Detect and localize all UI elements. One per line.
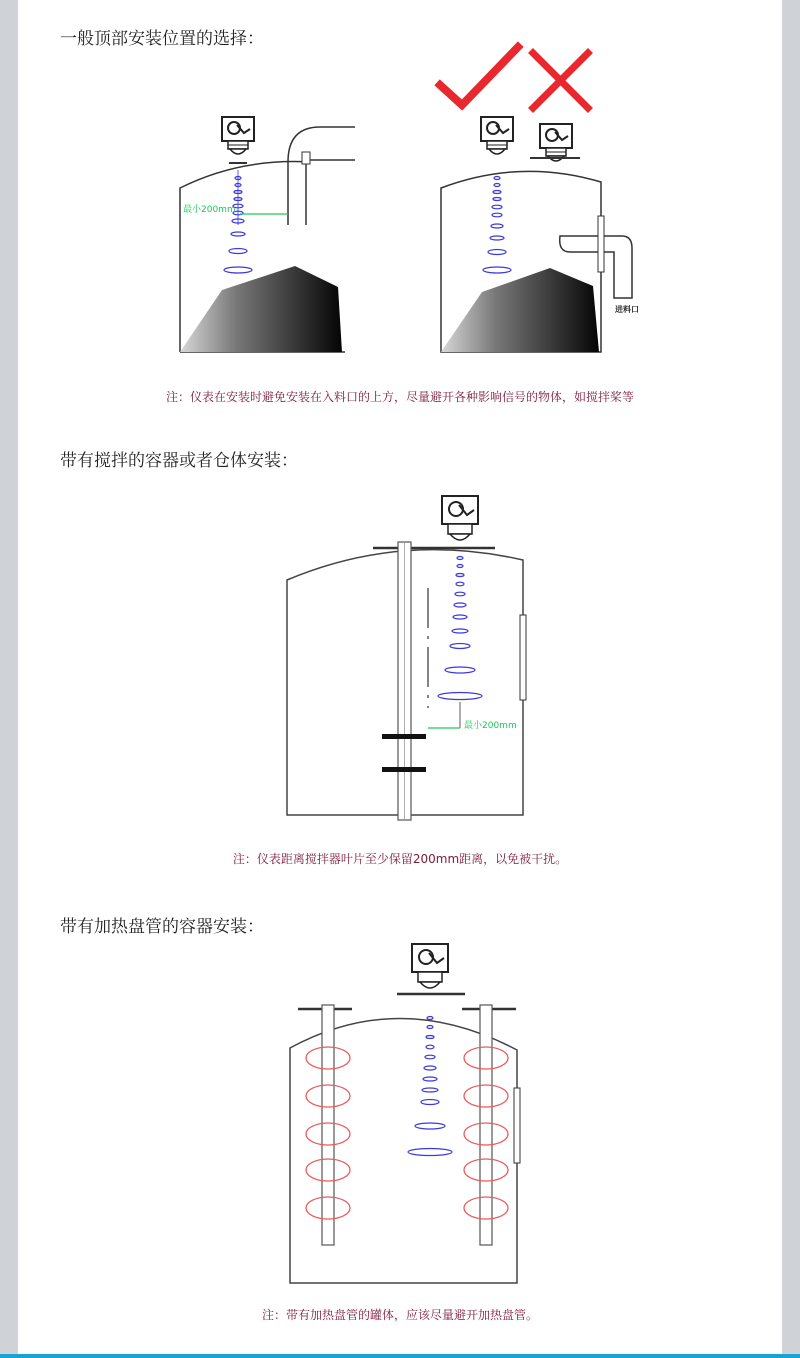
radar-wave-right	[483, 177, 511, 274]
agitated-vessel	[287, 542, 526, 820]
heated-vessel	[290, 994, 520, 1283]
section-1-heading: 一般顶部安装位置的选择：	[60, 29, 264, 49]
radar-level-meter-icon	[222, 117, 254, 154]
section-1-note: 注：仪表在安装时避免安装在入料口的上方，尽量避开各种影响信号的物体，如搅拌桨等	[165, 390, 634, 404]
tank-right	[441, 171, 632, 352]
section-3-figure	[0, 938, 800, 1298]
min-distance-label-2: 最小200mm	[464, 721, 517, 731]
tank-left	[180, 127, 355, 352]
section-1-figure	[0, 0, 800, 430]
bottom-accent-bar	[0, 1354, 800, 1358]
radar-wave-center	[438, 557, 482, 700]
section-2-heading: 带有搅拌的容器或者仓体安装：	[60, 451, 298, 471]
radar-wave-center-3	[408, 1017, 452, 1156]
agitator-blade	[382, 767, 426, 772]
inlet-label: 进料口	[615, 305, 639, 314]
agitator-blade	[382, 734, 426, 739]
section-2-note: 注：仪表距离搅拌器叶片至少保留200mm距离，以免被干扰。	[232, 852, 568, 866]
radar-level-meter-icon	[481, 117, 513, 154]
cross-icon	[533, 53, 588, 108]
radar-level-meter-icon	[412, 944, 448, 988]
check-icon	[440, 47, 518, 105]
section-2-figure	[0, 470, 800, 850]
section-3-heading: 带有加热盘管的容器安装：	[60, 917, 264, 937]
radar-level-meter-icon	[540, 124, 572, 161]
min-distance-label-1: 最小200mm	[183, 205, 236, 215]
section-3-note: 注：带有加热盘管的罐体，应该尽量避开加热盘管。	[261, 1308, 538, 1322]
radar-level-meter-icon	[442, 496, 478, 540]
